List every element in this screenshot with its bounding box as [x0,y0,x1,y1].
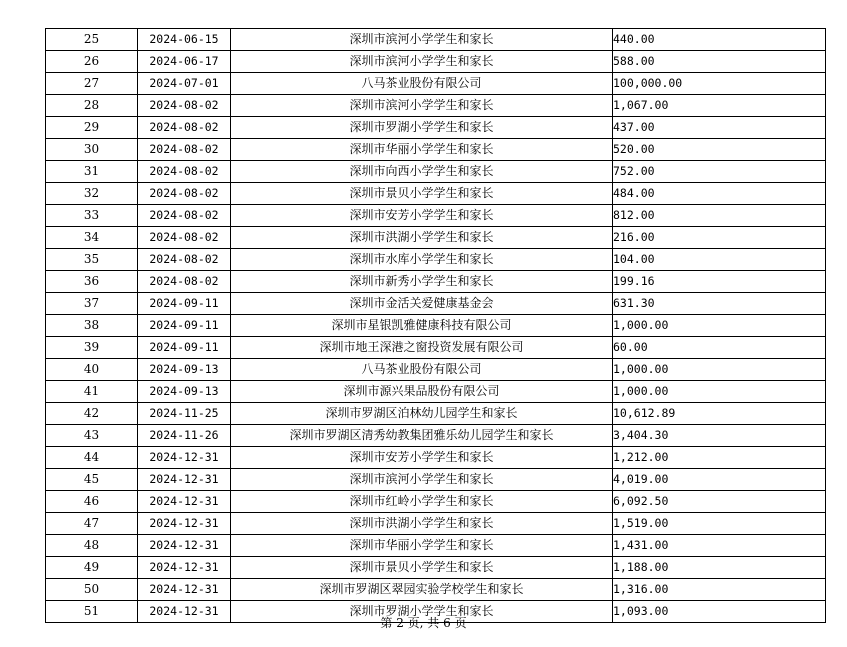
amount-cell: 1,431.00 [613,535,826,557]
date-cell: 2024-12-31 [138,557,231,579]
row-number-cell: 42 [46,403,138,425]
table-row [46,359,826,381]
table-row [46,557,826,579]
date-cell: 2024-09-11 [138,293,231,315]
row-number-cell: 34 [46,227,138,249]
date-cell: 2024-12-31 [138,447,231,469]
table-row [46,425,826,447]
table-row [46,403,826,425]
date-cell: 2024-12-31 [138,579,231,601]
table-row [46,381,826,403]
date-cell: 2024-07-01 [138,73,231,95]
amount-cell: 3,404.30 [613,425,826,447]
amount-cell: 10,612.89 [613,403,826,425]
table-row [46,95,826,117]
date-cell: 2024-12-31 [138,469,231,491]
date-cell: 2024-11-25 [138,403,231,425]
row-number-cell: 49 [46,557,138,579]
table-row [46,271,826,293]
donor-name-cell: 深圳市安芳小学学生和家长 [231,205,613,227]
donor-name-cell: 深圳市向西小学学生和家长 [231,161,613,183]
donor-name-cell: 深圳市罗湖区泊林幼儿园学生和家长 [231,403,613,425]
donor-name-cell: 深圳市滨河小学学生和家长 [231,51,613,73]
date-cell: 2024-09-13 [138,381,231,403]
donor-name-cell: 深圳市新秀小学学生和家长 [231,271,613,293]
date-cell: 2024-08-02 [138,205,231,227]
date-cell: 2024-08-02 [138,183,231,205]
amount-cell: 1,519.00 [613,513,826,535]
amount-cell: 1,000.00 [613,315,826,337]
table-row [46,227,826,249]
table-row [46,491,826,513]
amount-cell: 440.00 [613,29,826,51]
donor-name-cell: 深圳市罗湖区翠园实验学校学生和家长 [231,579,613,601]
amount-cell: 6,092.50 [613,491,826,513]
amount-cell: 4,019.00 [613,469,826,491]
amount-cell: 104.00 [613,249,826,271]
donation-table-body [46,29,826,623]
amount-cell: 216.00 [613,227,826,249]
donor-name-cell: 深圳市景贝小学学生和家长 [231,183,613,205]
row-number-cell: 25 [46,29,138,51]
row-number-cell: 44 [46,447,138,469]
donor-name-cell: 深圳市罗湖小学学生和家长 [231,601,613,623]
row-number-cell: 30 [46,139,138,161]
donor-name-cell: 八马茶业股份有限公司 [231,73,613,95]
row-number-cell: 28 [46,95,138,117]
table-row [46,579,826,601]
row-number-cell: 37 [46,293,138,315]
donor-name-cell: 深圳市华丽小学学生和家长 [231,139,613,161]
table-row [46,205,826,227]
date-cell: 2024-12-31 [138,513,231,535]
date-cell: 2024-08-02 [138,227,231,249]
row-number-cell: 40 [46,359,138,381]
donor-name-cell: 八马茶业股份有限公司 [231,359,613,381]
date-cell: 2024-08-02 [138,249,231,271]
row-number-cell: 32 [46,183,138,205]
amount-cell: 1,212.00 [613,447,826,469]
row-number-cell: 35 [46,249,138,271]
donor-name-cell: 深圳市安芳小学学生和家长 [231,447,613,469]
row-number-cell: 39 [46,337,138,359]
amount-cell: 1,000.00 [613,359,826,381]
amount-cell: 1,067.00 [613,95,826,117]
date-cell: 2024-09-13 [138,359,231,381]
donor-name-cell: 深圳市滨河小学学生和家长 [231,469,613,491]
amount-cell: 752.00 [613,161,826,183]
date-cell: 2024-12-31 [138,601,231,623]
table-row [46,513,826,535]
date-cell: 2024-08-02 [138,95,231,117]
row-number-cell: 45 [46,469,138,491]
date-cell: 2024-09-11 [138,315,231,337]
donor-name-cell: 深圳市金活关爱健康基金会 [231,293,613,315]
donor-name-cell: 深圳市华丽小学学生和家长 [231,535,613,557]
amount-cell: 1,000.00 [613,381,826,403]
row-number-cell: 33 [46,205,138,227]
amount-cell: 1,316.00 [613,579,826,601]
row-number-cell: 26 [46,51,138,73]
date-cell: 2024-08-02 [138,271,231,293]
table-row [46,293,826,315]
donor-name-cell: 深圳市滨河小学学生和家长 [231,95,613,117]
table-row [46,29,826,51]
table-row [46,51,826,73]
table-row [46,337,826,359]
amount-cell: 100,000.00 [613,73,826,95]
donation-table [45,28,826,623]
row-number-cell: 27 [46,73,138,95]
table-row [46,469,826,491]
donor-name-cell: 深圳市星银凯雅健康科技有限公司 [231,315,613,337]
row-number-cell: 47 [46,513,138,535]
page-number-footer: 第 2 页, 共 6 页 [380,616,467,630]
row-number-cell: 48 [46,535,138,557]
table-row [46,183,826,205]
donor-name-cell: 深圳市水库小学学生和家长 [231,249,613,271]
row-number-cell: 50 [46,579,138,601]
amount-cell: 484.00 [613,183,826,205]
table-row [46,73,826,95]
date-cell: 2024-12-31 [138,535,231,557]
date-cell: 2024-11-26 [138,425,231,447]
date-cell: 2024-08-02 [138,117,231,139]
table-row [46,249,826,271]
table-row [46,315,826,337]
date-cell: 2024-12-31 [138,491,231,513]
row-number-cell: 31 [46,161,138,183]
date-cell: 2024-06-17 [138,51,231,73]
table-row [46,535,826,557]
donor-name-cell: 深圳市地王深港之窗投资发展有限公司 [231,337,613,359]
date-cell: 2024-06-15 [138,29,231,51]
amount-cell: 437.00 [613,117,826,139]
amount-cell: 199.16 [613,271,826,293]
row-number-cell: 36 [46,271,138,293]
table-row [46,139,826,161]
donor-name-cell: 深圳市景贝小学学生和家长 [231,557,613,579]
row-number-cell: 43 [46,425,138,447]
table-row [46,161,826,183]
amount-cell: 1,188.00 [613,557,826,579]
table-row [46,117,826,139]
amount-cell: 60.00 [613,337,826,359]
amount-cell: 631.30 [613,293,826,315]
row-number-cell: 29 [46,117,138,139]
row-number-cell: 46 [46,491,138,513]
donor-name-cell: 深圳市源兴果品股份有限公司 [231,381,613,403]
date-cell: 2024-09-11 [138,337,231,359]
date-cell: 2024-08-02 [138,161,231,183]
amount-cell: 1,093.00 [613,601,826,623]
row-number-cell: 51 [46,601,138,623]
donor-name-cell: 深圳市洪湖小学学生和家长 [231,513,613,535]
row-number-cell: 41 [46,381,138,403]
amount-cell: 812.00 [613,205,826,227]
donor-name-cell: 深圳市红岭小学学生和家长 [231,491,613,513]
amount-cell: 520.00 [613,139,826,161]
table-row [46,447,826,469]
amount-cell: 588.00 [613,51,826,73]
donor-name-cell: 深圳市罗湖区清秀幼教集团雅乐幼儿园学生和家长 [231,425,613,447]
row-number-cell: 38 [46,315,138,337]
date-cell: 2024-08-02 [138,139,231,161]
donor-name-cell: 深圳市滨河小学学生和家长 [231,29,613,51]
donor-name-cell: 深圳市洪湖小学学生和家长 [231,227,613,249]
donor-name-cell: 深圳市罗湖小学学生和家长 [231,117,613,139]
